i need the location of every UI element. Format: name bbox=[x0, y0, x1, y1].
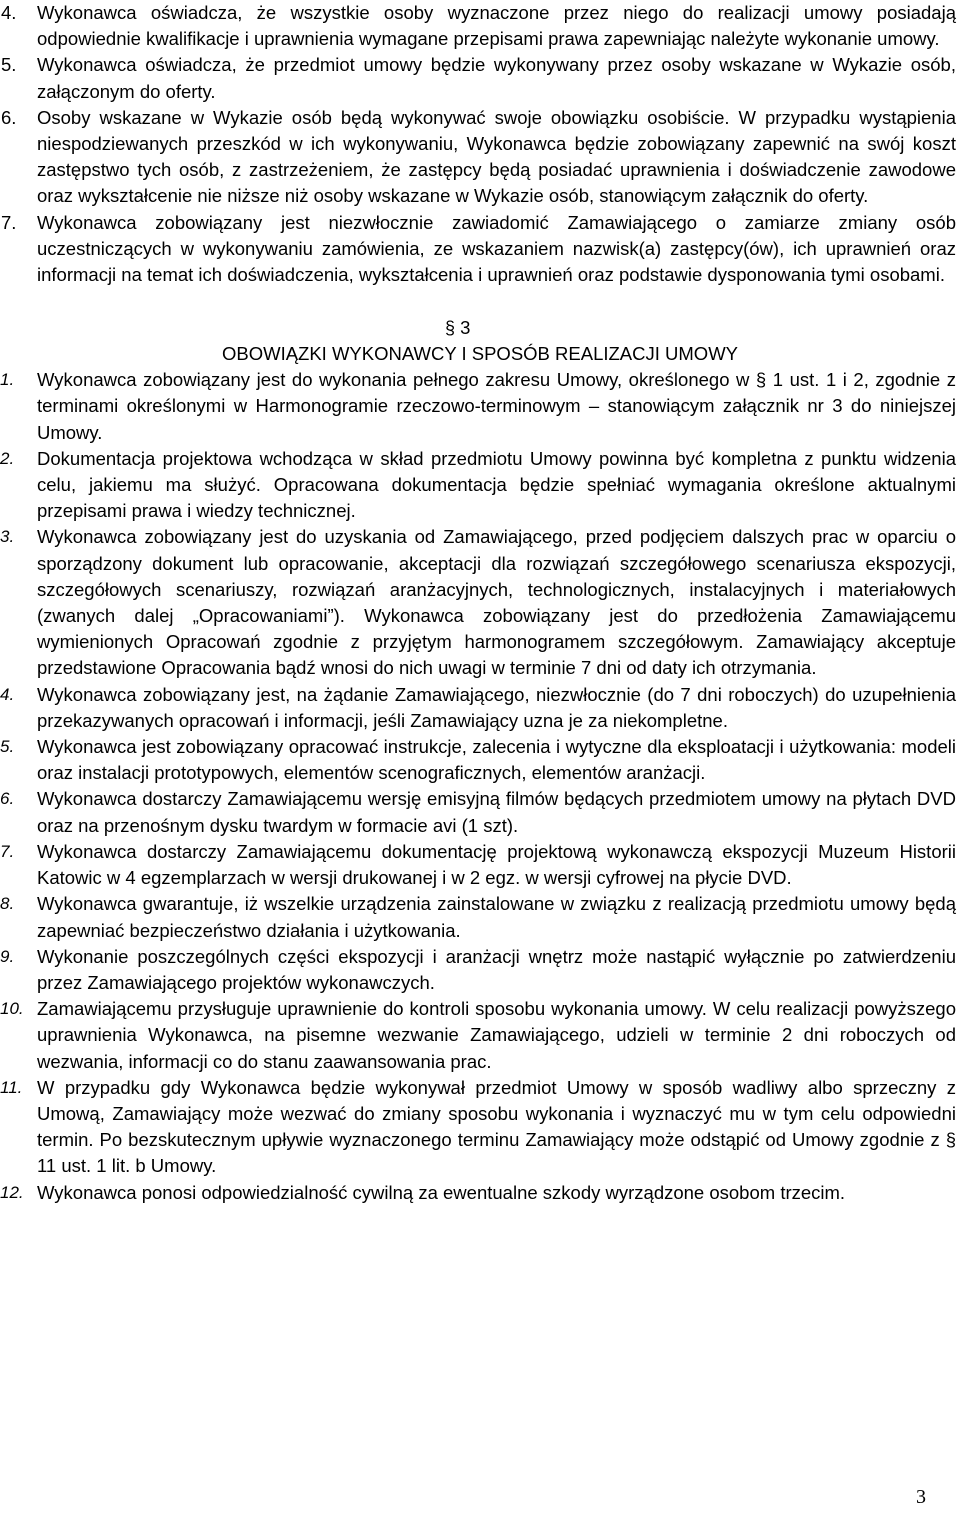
list-item bbox=[0, 1180, 960, 1206]
item-text: Wykonawca ponosi odpowiedzialność cywilną za ewentualne szkody wyrządzone osobom trzecim. bbox=[37, 1181, 846, 1203]
section-title: OBOWIĄZKI WYKONAWCY I SPOSÓB REALIZACJI UMOWY bbox=[221, 343, 738, 365]
item-text: Wykonawca zobowiązany jest do wykonania pełnego zakresu Umowy, określonego w § 1 ust. 1 i 2, zgodnie z terminami określonymi w Harmonogramie rzeczowo-terminowym – stanowiącym załącznik nr 3 do niniejszej Umowy. bbox=[37, 369, 956, 443]
list-item bbox=[0, 996, 960, 1075]
item-number: 6. bbox=[0, 789, 15, 809]
section-number bbox=[0, 315, 960, 341]
section-number-value: 3 bbox=[460, 317, 471, 339]
list-item bbox=[0, 682, 960, 734]
item-number: 8. bbox=[0, 894, 15, 914]
list-item bbox=[0, 734, 960, 786]
list-item bbox=[0, 105, 960, 210]
list-item bbox=[0, 367, 960, 446]
item-text: Wykonawca jest zobowiązany opracować instrukcje, zalecenia i wytyczne dla eksploatacji i użytkowania: modeli oraz instalacji prototypowych, elementów scenograficznych, elementów aranżacji. bbox=[37, 736, 956, 784]
item-text: Dokumentacja projektowa wchodząca w skład przedmiotu Umowy powinna być kompletna z punktu widzenia celu, jakiemu ma służyć. Opracowana dokumentacja będzie spełniać wymagania określone aktualnymi przepisami prawa i wiedzy technicznej. bbox=[37, 447, 956, 522]
item-number: 5. bbox=[1, 54, 17, 76]
item-text: Wykonanie poszczególnych części ekspozycji i aranżacji wnętrz może nastąpić wyłącznie po zatwierdzeniu przez Zamawiającego projektów wykonawczych. bbox=[37, 945, 956, 993]
list-item bbox=[0, 786, 960, 838]
item-number: 7. bbox=[1, 211, 17, 233]
intro-list bbox=[0, 0, 960, 288]
item-text: Wykonawca zobowiązany jest do uzyskania od Zamawiającego, przed podjęciem dalszych prac w oparciu o sporządzony dokument lub opracowanie, akceptacji dla rozwiązań szczegółowego scenariusza ekspozycji, szczegółowych scenariuszy, rozwiązań aranżacyjnych, technologicznych, instalacyjnych i materiałowych (zwanych dalej „Opracowaniami”). Wykonawca zobowiązany jest do przedłożenia Zamawiającemu wymienionych Opracowań zgodnie z przyjętym harmonogramem szczegółowym. Zamawiający akceptuje przedstawione Opracowania bądź wnosi do nich uwagi w terminie 7 dni od daty ich otrzymania. bbox=[37, 526, 956, 679]
item-number: 5. bbox=[0, 737, 15, 757]
item-number: 2. bbox=[0, 448, 15, 468]
item-number: 7. bbox=[0, 841, 15, 861]
item-text: Wykonawca gwarantuje, iż wszelkie urządzenia zainstalowane w związku z realizacją przedmiotu umowy będą zapewniać bezpieczeństwo działania i użytkowania. bbox=[37, 893, 956, 941]
list-item bbox=[0, 944, 960, 996]
item-number: 10. bbox=[0, 999, 24, 1019]
item-text: Zamawiającemu przysługuje uprawnienie do kontroli sposobu wykonania umowy. W celu realizacji powyższego uprawnienia Wykonawca, na pisemne wezwanie Zamawiającego, udzieli w terminie 2 dni roboczych od wezwania, informacji co do stanu zaawansowania prac. bbox=[37, 998, 956, 1072]
item-number: 11. bbox=[0, 1077, 23, 1097]
list-item bbox=[0, 446, 960, 525]
item-number: 12. bbox=[0, 1182, 24, 1202]
list-item bbox=[0, 210, 960, 289]
list-item bbox=[0, 839, 960, 891]
paragraph-symbol: § bbox=[445, 318, 456, 339]
section-list bbox=[0, 367, 960, 1206]
item-text: Wykonawca oświadcza, że wszystkie osoby wyznaczone przez niego do realizacji umowy posiadają odpowiednie kwalifikacje i uprawnienia wymagane przepisami prawa zapewniając należyte wykonanie umowy. bbox=[37, 2, 956, 50]
item-text: W przypadku gdy Wykonawca będzie wykonywał przedmiot Umowy w sposób wadliwy albo sprzeczny z Umową, Zamawiający może wezwać do zmiany sposobu wykonania i wyznaczyć mu w tym celu odpowiedni termin. Po bezskutecznym upływie wyznaczonego terminu Zamawiający może odstąpić od Umowy zgodnie z § 11 ust. 1 lit. b Umowy. bbox=[37, 1076, 956, 1177]
item-number: 9. bbox=[0, 946, 15, 966]
item-number: 4. bbox=[0, 684, 15, 704]
item-text: Wykonawca oświadcza, że przedmiot umowy będzie wykonywany przez osoby wskazane w Wykazie osób, załączonym do oferty. bbox=[37, 54, 956, 102]
list-item bbox=[0, 1075, 960, 1180]
item-number: 1. bbox=[0, 370, 15, 390]
page-number: 3 bbox=[916, 1486, 926, 1508]
item-number: 3. bbox=[0, 527, 15, 547]
item-number: 6. bbox=[1, 106, 17, 128]
item-text: Wykonawca zobowiązany jest niezwłocznie zawiadomić Zamawiającego o zamiarze zmiany osób uczestniczących w wykonywaniu zamówienia, ze wskazaniem nazwisk(a) zastępcy(ów), ich uprawnień oraz informacji na temat ich doświadczenia, wykształcenia i uprawnień oraz podstawie dysponowania tymi osobami. bbox=[37, 211, 956, 286]
item-text: Osoby wskazane w Wykazie osób będą wykonywać swoje obowiązku osobiście. W przypadku wystąpienia niespodziewanych przeszkód w ich wykonywaniu, Wykonawca będzie zobowiązany zapewnić na swój koszt zastępstwo tych osób, z zastrzeżeniem, że zastępcy będą posiadać uprawnienia i doświadczenie zawodowe oraz wykształcenie nie niższe niż osoby wskazane w Wykazie osób, stanowiącym załącznik do oferty. bbox=[37, 106, 956, 207]
list-item bbox=[0, 52, 960, 104]
list-item bbox=[0, 0, 960, 52]
list-item bbox=[0, 891, 960, 943]
item-number: 4. bbox=[1, 2, 17, 23]
item-text: Wykonawca zobowiązany jest, na żądanie Zamawiającego, niezwłocznie (do 7 dni roboczych) do uzupełnienia przekazywanych opracowań i informacji, jeśli Zamawiający uzna je za niekompletne. bbox=[37, 683, 956, 731]
list-item bbox=[0, 524, 960, 681]
item-text: Wykonawca dostarczy Zamawiającemu wersję emisyjną filmów będących przedmiotem umowy na płytach DVD oraz na przenośnym dysku twardym w formacie avi (1 szt). bbox=[37, 788, 956, 836]
item-text: Wykonawca dostarczy Zamawiającemu dokumentację projektową wykonawczą ekspozycji Muzeum Historii Katowic w 4 egzemplarzach w wersji drukowanej i w 2 egz. w wersji cyfrowej na płycie DVD. bbox=[37, 840, 956, 889]
